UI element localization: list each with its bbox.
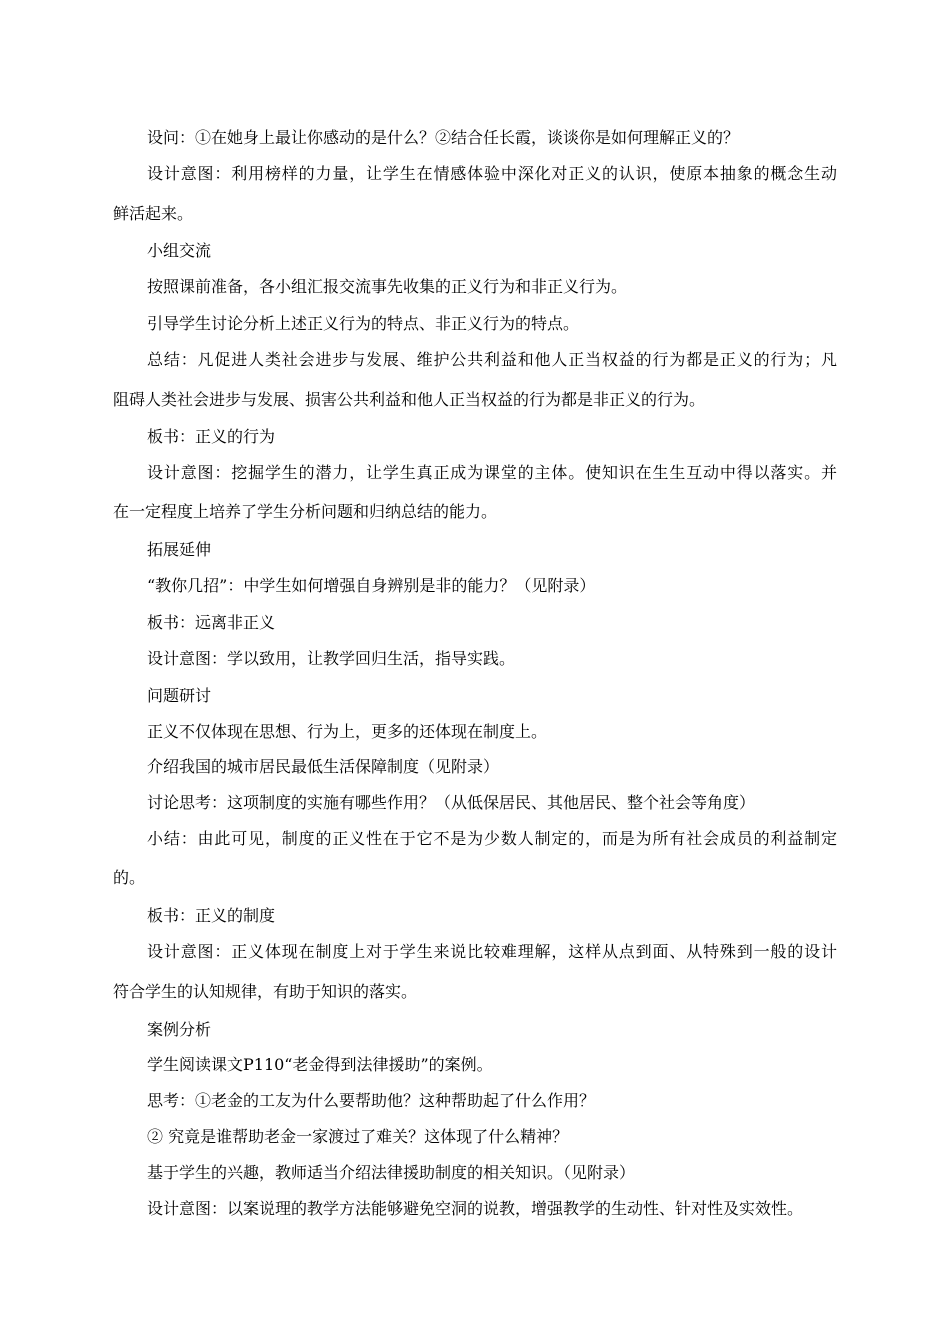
blackboard-note-line: 板书：远离非正义 <box>147 613 276 632</box>
section-heading-group-discussion: 小组交流 <box>147 241 212 260</box>
text-line: ② 究竟是谁帮助老金一家渡过了难关？这体现了什么精神？ <box>147 1127 569 1146</box>
text-line: 学生阅读课文P110“老金得到法律援助”的案例。 <box>147 1055 493 1074</box>
section-heading-problem-discussion: 问题研讨 <box>147 686 212 705</box>
text-line: 基于学生的兴趣，教师适当介绍法律援助制度的相关知识。（见附录） <box>147 1163 636 1182</box>
text-line: 讨论思考：这项制度的实施有哪些作用？（从低保居民、其他居民、整个社会等角度） <box>147 793 756 812</box>
design-intent-paragraph-2a: 设计意图：挖掘学生的潜力，让学生真正成为课堂的主体。使知识在生生互动中得以落实。并 <box>147 463 837 482</box>
design-intent-paragraph-1b: 鲜活起来。 <box>113 204 194 223</box>
summary-paragraph-a: 总结：凡促进人类社会进步与发展、维护公共利益和他人正当权益的行为都是正义的行为；凡 <box>147 350 837 369</box>
blackboard-note-line: 板书：正义的行为 <box>147 427 276 446</box>
design-intent-paragraph-1a: 设计意图：利用榜样的力量，让学生在情感体验中深化对正义的认识，使原本抽象的概念生动 <box>147 164 837 183</box>
design-intent-line: 设计意图：学以致用，让教学回归生活，指导实践。 <box>147 649 516 668</box>
conclusion-paragraph-b: 的。 <box>113 868 146 887</box>
design-intent-paragraph-2b: 在一定程度上培养了学生分析问题和归纳总结的能力。 <box>113 502 498 521</box>
design-intent-paragraph-3a: 设计意图：正义体现在制度上对于学生来说比较难理解，这样从点到面、从特殊到一般的设计 <box>147 942 837 961</box>
section-heading-extension: 拓展延伸 <box>147 540 212 559</box>
summary-paragraph-b: 阻碍人类社会进步与发展、损害公共利益和他人正当权益的行为都是非正义的行为。 <box>113 390 706 409</box>
text-line: 正义不仅体现在思想、行为上，更多的还体现在制度上。 <box>147 722 548 741</box>
section-heading-case-analysis: 案例分析 <box>147 1020 212 1039</box>
design-intent-line: 设计意图：以案说理的教学方法能够避免空洞的说教，增强教学的生动性、针对性及实效性。 <box>147 1199 804 1218</box>
conclusion-paragraph-a: 小结：由此可见，制度的正义性在于它不是为少数人制定的，而是为所有社会成员的利益制定 <box>147 829 837 848</box>
text-line: 思考：①老金的工友为什么要帮助他？这种帮助起了什么作用？ <box>147 1091 596 1110</box>
text-line: “教你几招”：中学生如何增强自身辨别是非的能力？（见附录） <box>147 576 596 595</box>
text-line: 介绍我国的城市居民最低生活保障制度（见附录） <box>147 757 500 776</box>
text-line: 引导学生讨论分析上述正义行为的特点、非正义行为的特点。 <box>147 314 580 333</box>
question-line: 设问：①在她身上最让你感动的是什么？②结合任长霞，谈谈你是如何理解正义的？ <box>147 128 740 147</box>
text-line: 按照课前准备，各小组汇报交流事先收集的正义行为和非正义行为。 <box>147 277 628 296</box>
design-intent-paragraph-3b: 符合学生的认知规律，有助于知识的落实。 <box>113 982 418 1001</box>
blackboard-note-line: 板书：正义的制度 <box>147 906 276 925</box>
